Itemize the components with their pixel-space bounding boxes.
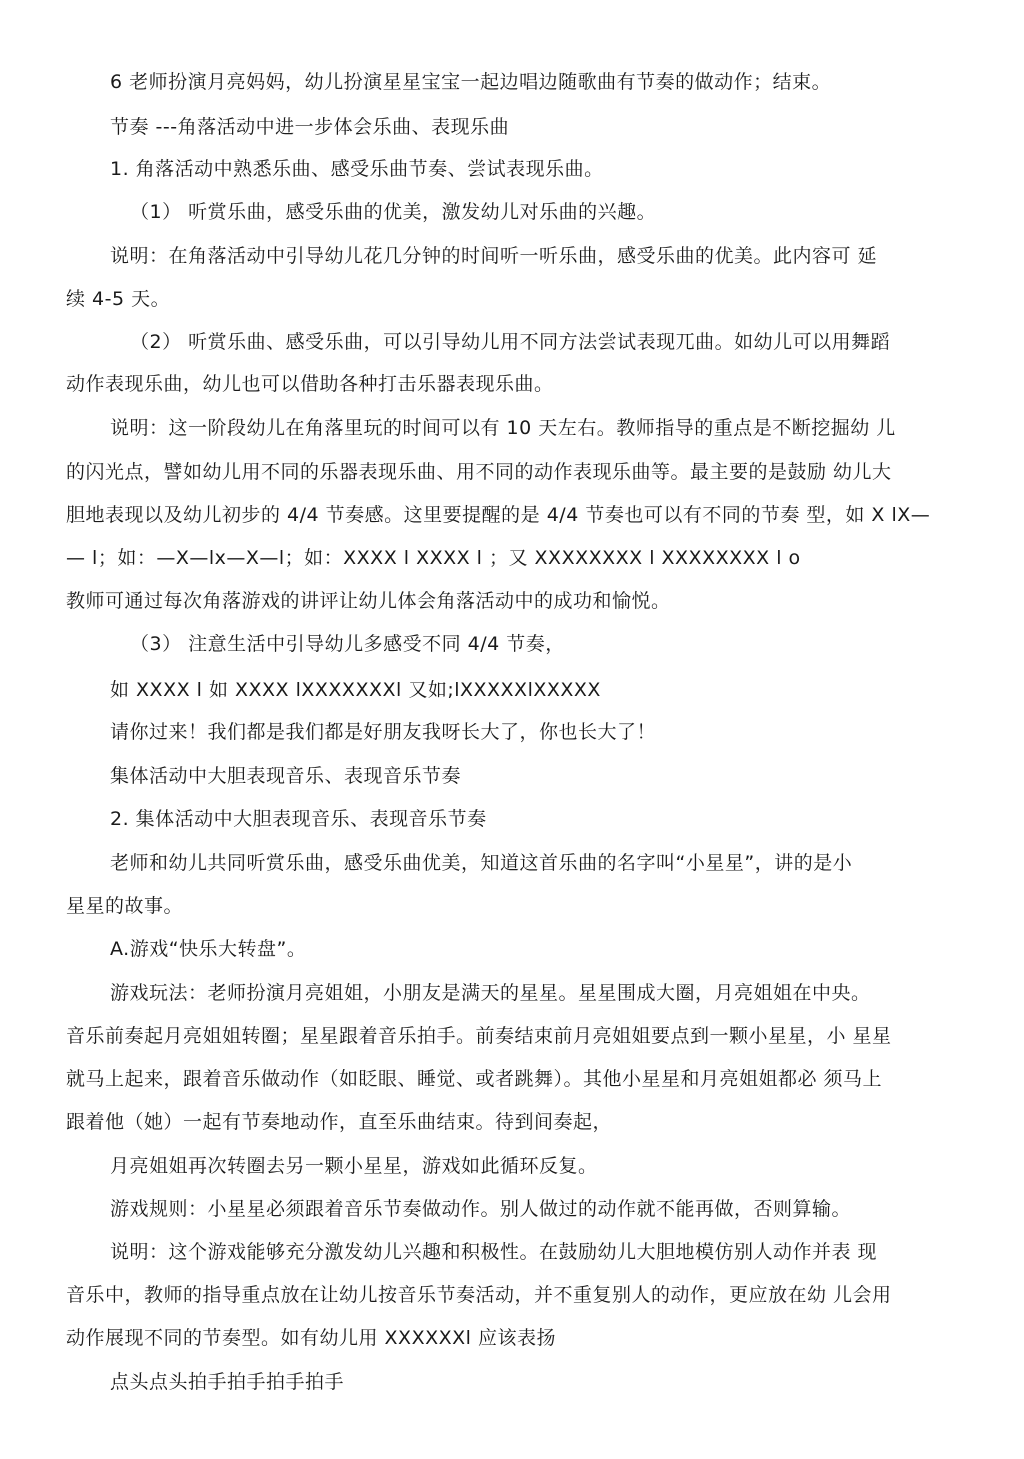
text-line: 教师可通过每次角落游戏的讲评让幼儿体会角落活动中的成功和愉悦。 <box>66 590 671 612</box>
text-line: 星星的故事。 <box>66 895 184 917</box>
text-line: 就马上起来，跟着音乐做动作（如眨眼、睡觉、或者跳舞）。其他小星星和月亮姐姐都必 须马上 <box>66 1068 883 1090</box>
text-line: 续 4-5 天。 <box>66 288 171 310</box>
text-line: 说明：这一阶段幼儿在角落里玩的时间可以有 10 天左右。教师指导的重点是不断挖掘幼 儿 <box>110 417 896 439</box>
text-line: 动作展现不同的节奏型。如有幼儿用 XXXXXXl 应该表扬 <box>66 1327 556 1349</box>
text-line: 如 XXXX l 如 XXXX lXXXXXXXl 又如;lXXXXXlXXXXX <box>110 679 601 701</box>
text-line: 跟着他（她）一起有节奏地动作，直至乐曲结束。待到间奏起， <box>66 1111 613 1133</box>
text-line: 的闪光点，譬如幼儿用不同的乐器表现乐曲、用不同的动作表现乐曲等。最主要的是鼓励 幼儿大 <box>66 461 892 483</box>
text-line: 请你过来！我们都是我们都是好朋友我呀长大了，你也长大了！ <box>110 721 657 743</box>
text-line: 游戏玩法：老师扮演月亮姐姐，小朋友是满天的星星。星星围成大圈，月亮姐姐在中央。 <box>110 982 871 1004</box>
text-line: 6 老师扮演月亮妈妈，幼儿扮演星星宝宝一起边唱边随歌曲有节奏的做动作；结束。 <box>110 71 832 93</box>
text-line: （3） 注意生活中引导幼儿多感受不同 4/4 节奏， <box>130 633 565 655</box>
text-line: （1） 听赏乐曲，感受乐曲的优美，激发幼儿对乐曲的兴趣。 <box>130 201 657 223</box>
text-line: 音乐中，教师的指导重点放在让幼儿按音乐节奏活动，并不重复别人的动作，更应放在幼 儿会用 <box>66 1284 892 1306</box>
text-line: 胆地表现以及幼儿初步的 4/4 节奏感。这里要提醒的是 4/4 节奏也可以有不同的节奏 型，如 X lX— <box>66 504 931 526</box>
text-line: 集体活动中大胆表现音乐、表现音乐节奏 <box>110 765 462 787</box>
text-line: 节奏 ---角落活动中进一步体会乐曲、表现乐曲 <box>110 116 510 138</box>
text-line: 老师和幼儿共同听赏乐曲，感受乐曲优美，知道这首乐曲的名字叫“小星星”，讲的是小 <box>110 852 853 874</box>
text-line: — l；如：—X—lx—X—l；如：XXXX l XXXX l ；又 XXXXXXXX l XXXXXXXX l o <box>66 547 801 569</box>
text-line: （2） 听赏乐曲、感受乐曲，可以引导幼儿用不同方法尝试表现兀曲。如幼儿可以用舞蹈 <box>130 331 891 353</box>
text-line: A.游戏“快乐大转盘”。 <box>110 938 307 960</box>
text-line: 2. 集体活动中大胆表现音乐、表现音乐节奏 <box>110 808 487 830</box>
text-line: 说明：在角落活动中引导幼儿花几分钟的时间听一听乐曲，感受乐曲的优美。此内容可 延 <box>110 245 878 267</box>
text-line: 游戏规则：小星星必须跟着音乐节奏做动作。别人做过的动作就不能再做，否则算输。 <box>110 1198 852 1220</box>
text-line: 1. 角落活动中熟悉乐曲、感受乐曲节奏、尝试表现乐曲。 <box>110 158 604 180</box>
text-line: 说明：这个游戏能够充分激发幼儿兴趣和积极性。在鼓励幼儿大胆地模仿别人动作并表 现 <box>110 1241 878 1263</box>
text-line: 月亮姐姐再次转圈去另一颗小星星，游戏如此循环反复。 <box>110 1155 598 1177</box>
text-line: 动作表现乐曲，幼儿也可以借助各种打击乐器表现乐曲。 <box>66 373 554 395</box>
text-line: 点头点头拍手拍手拍手拍手 <box>110 1371 345 1393</box>
text-line: 音乐前奏起月亮姐姐转圈；星星跟着音乐拍手。前奏结束前月亮姐姐要点到一颗小星星，小 星星 <box>66 1025 892 1047</box>
